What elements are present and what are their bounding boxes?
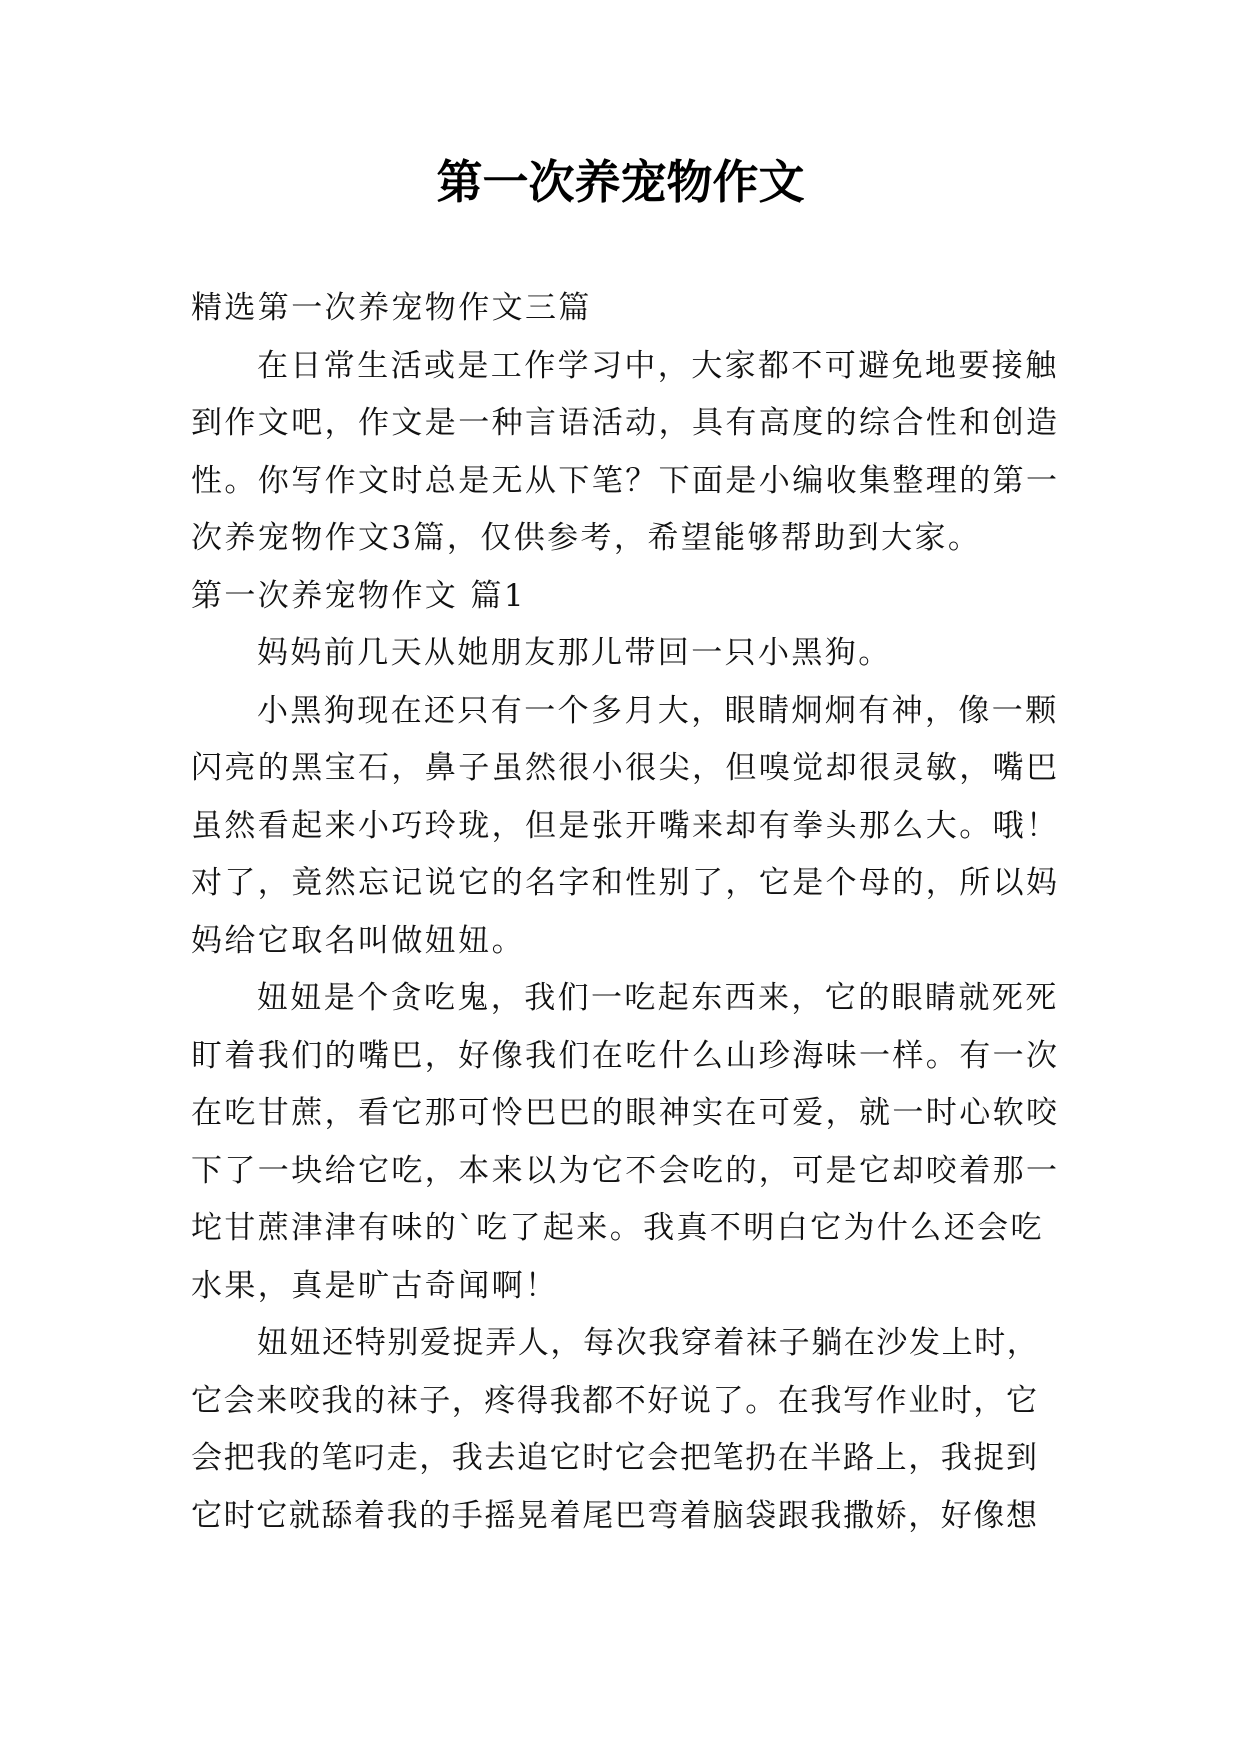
paragraph-3: 妞妞是个贪吃鬼，我们一吃起东西来，它的眼睛就死死盯着我们的嘴巴，好像我们在吃什么山珍海味一样。有一次在吃甘蔗，看它那可怜巴巴的眼神实在可爱，就一时心软咬下了一块给它吃，本来以为它不会吃的，可是它却咬着那一坨甘蔗津津有味的`吃了起来。我真不明白它为什么还会吃水果，真是旷古奇闻啊！ <box>191 980 1060 1304</box>
section-heading-1: 第一次养宠物作文 篇1 <box>191 577 526 614</box>
paragraph-1: 妈妈前几天从她朋友那儿带回一只小黑狗。 <box>257 635 892 671</box>
paragraph-2: 小黑狗现在还只有一个多月大，眼睛炯炯有神，像一颗闪亮的黑宝石，鼻子虽然很小很尖，但嗅觉却很灵敏，嘴巴虽然看起来小巧玲珑，但是张开嘴来却有拳头那么大。哦！对了，竟然忘记说它的名字和性别了，它是个母的，所以妈妈给它取名叫做妞妞。 <box>191 692 1060 959</box>
document-title: 第一次养宠物作文 <box>436 155 805 209</box>
paragraph-4: 妞妞还特别爱捉弄人，每次我穿着袜子躺在沙发上时，它会来咬我的袜子，疼得我都不好说了。在我写作业时，它会把我的笔叼走，我去追它时它会把笔扔在半路上，我捉到它时它就舔着我的手摇晃着尾巴弯着脑袋跟我撒娇，好像想 <box>191 1325 1040 1534</box>
intro-heading: 精选第一次养宠物作文三篇 <box>191 290 592 326</box>
intro-paragraph: 在日常生活或是工作学习中，大家都不可避免地要接触到作文吧，作文是一种言语活动，具有高度的综合性和创造性。你写作文时总是无从下笔？下面是小编收集整理的第一次养宠物作文3篇，仅供参考，希望能够帮助到大家。 <box>191 347 1060 556</box>
document-body <box>191 280 1061 1545</box>
